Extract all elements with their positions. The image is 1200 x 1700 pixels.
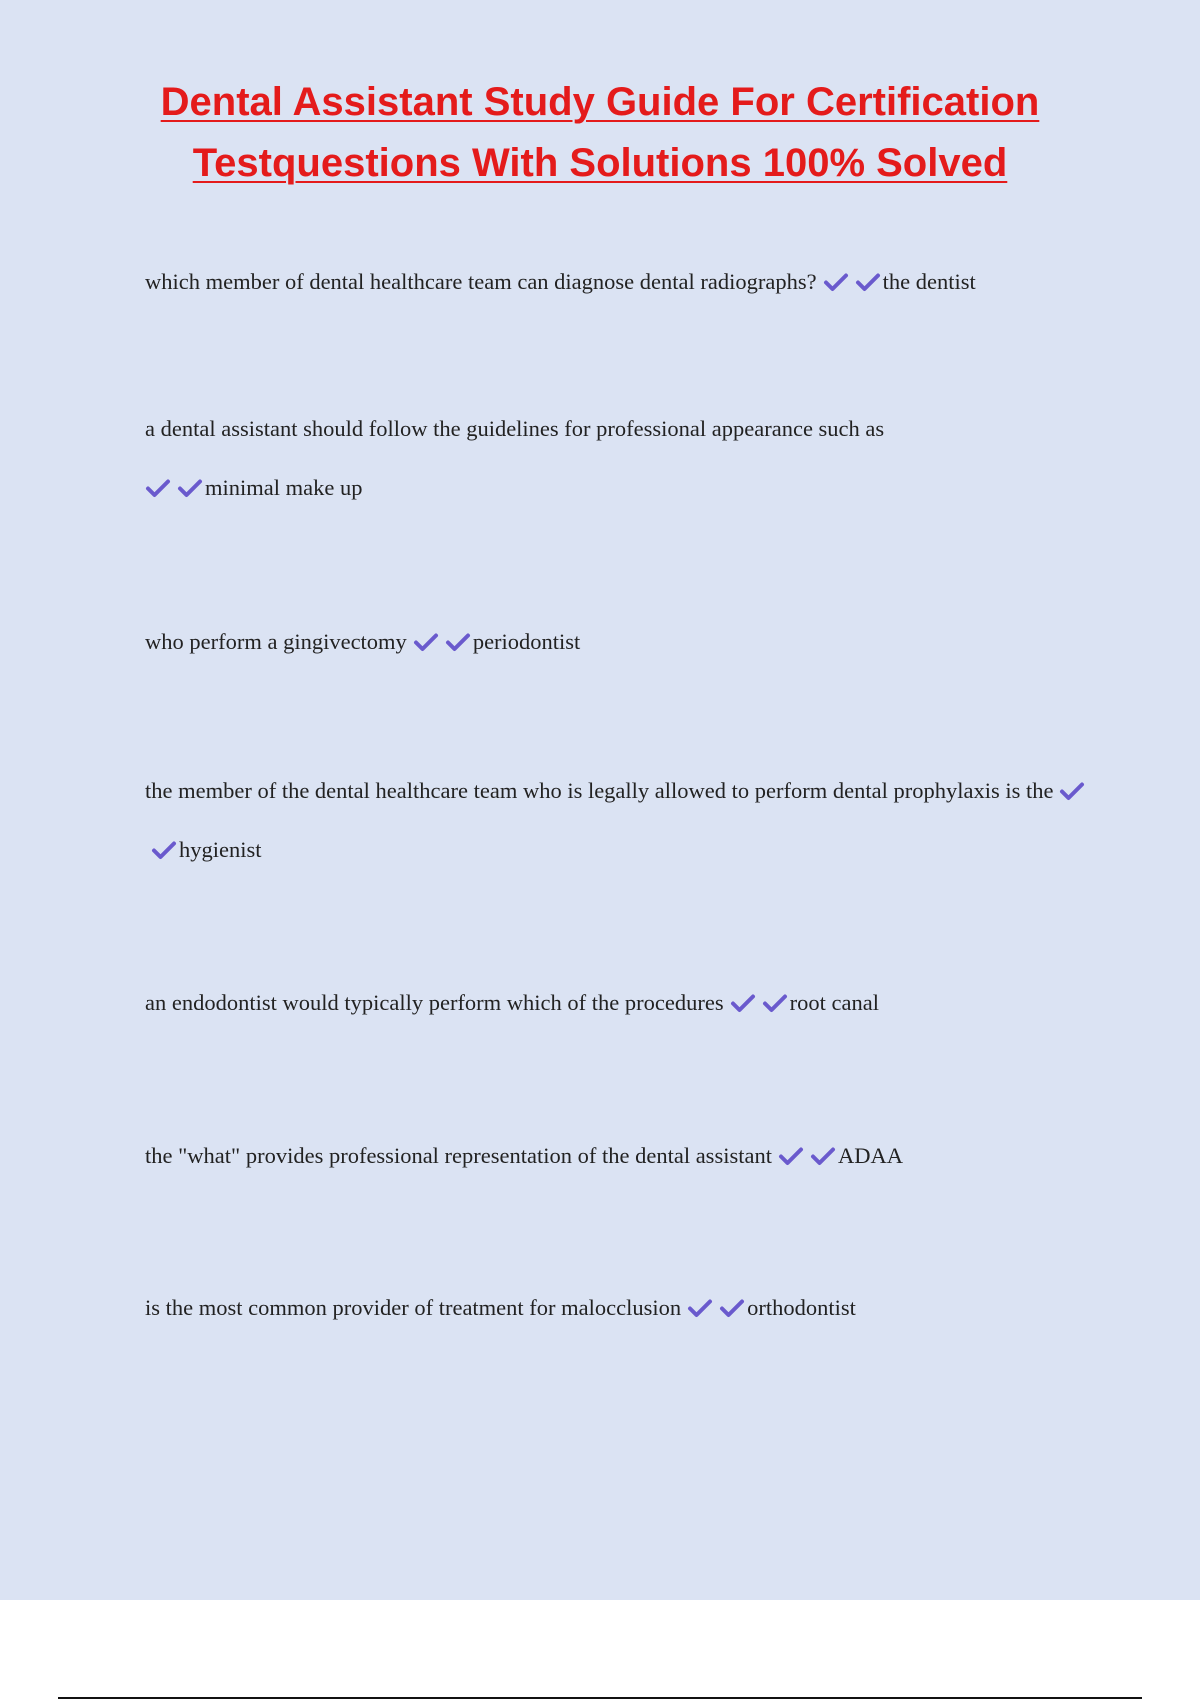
checkmark-icon bbox=[778, 1146, 804, 1166]
answer-text: root canal bbox=[789, 990, 879, 1015]
answer-text: periodontist bbox=[472, 629, 581, 654]
checkmark-icon bbox=[810, 1146, 836, 1166]
qa-item bbox=[145, 973, 1095, 1032]
checkmark-icon bbox=[719, 1298, 745, 1318]
qa-item bbox=[145, 252, 1095, 311]
document-title bbox=[0, 72, 1200, 194]
question-text: the "what" provides professional representation of the dental assistant bbox=[145, 1143, 772, 1168]
answer-text: minimal make up bbox=[205, 475, 363, 500]
question-text: is the most common provider of treatment for malocclusion bbox=[145, 1295, 682, 1320]
checkmark-icon bbox=[1059, 781, 1085, 801]
question-text: which member of dental healthcare team can diagnose dental radiographs? bbox=[145, 269, 817, 294]
answer-text: the dentist bbox=[882, 269, 976, 294]
checkmark-icon bbox=[177, 478, 203, 498]
qa-item bbox=[145, 612, 1095, 671]
checkmark-icon bbox=[151, 840, 177, 860]
title-line-2: Testquestions With Solutions 100% Solved bbox=[192, 141, 1008, 185]
answer-text: orthodontist bbox=[747, 1295, 856, 1320]
qa-item bbox=[145, 761, 1095, 879]
qa-item bbox=[145, 1126, 1095, 1185]
checkmark-icon bbox=[823, 272, 849, 292]
checkmark-icon bbox=[730, 993, 756, 1013]
checkmark-icon bbox=[687, 1298, 713, 1318]
qa-item bbox=[145, 1278, 1095, 1337]
checkmark-icon bbox=[855, 272, 881, 292]
question-text: a dental assistant should follow the guidelines for professional appearance such as bbox=[145, 416, 885, 441]
checkmark-icon bbox=[413, 632, 439, 652]
question-text: the member of the dental healthcare team who is legally allowed to perform dental prophylaxis is the bbox=[145, 778, 1054, 803]
answer-text: ADAA bbox=[837, 1143, 903, 1168]
footer-divider bbox=[58, 1697, 1142, 1699]
title-line-1: Dental Assistant Study Guide For Certification bbox=[160, 80, 1040, 124]
checkmark-icon bbox=[762, 993, 788, 1013]
checkmark-icon bbox=[445, 632, 471, 652]
question-text: who perform a gingivectomy bbox=[145, 629, 407, 654]
answer-text: hygienist bbox=[179, 837, 262, 862]
checkmark-icon bbox=[145, 478, 171, 498]
qa-item bbox=[145, 399, 1095, 517]
question-text: an endodontist would typically perform which of the procedures bbox=[145, 990, 724, 1015]
